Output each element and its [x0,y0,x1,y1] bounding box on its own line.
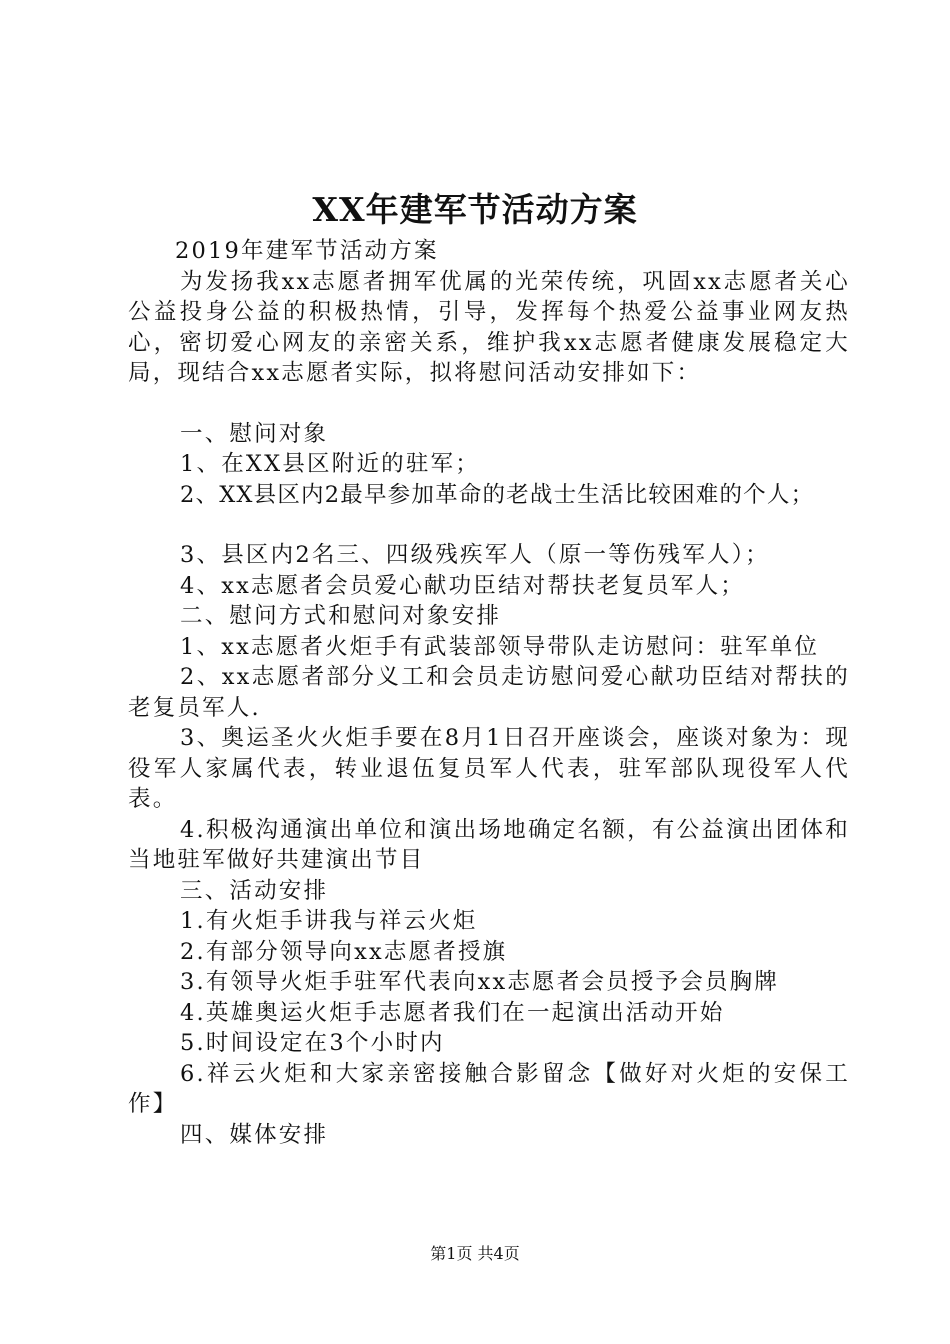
list-item: 2、xx志愿者部分义工和会员走访慰问爱心献功臣结对帮扶的老复员军人. [128,664,850,721]
list-item: 1、在XX县区附近的驻军； [180,451,480,477]
list-item: 3、奥运圣火火炬手要在8月1日召开座谈会，座谈对象为：现役军人家属代表，转业退伍复员军人代表，驻军部队现役军人代表。 [128,725,850,812]
list-item: 4、xx志愿者会员爱心献功臣结对帮扶老复员军人； [180,572,745,599]
list-item: 4.英雄奥运火炬手志愿者我们在一起演出活动开始 [180,999,725,1026]
list-item: 1、xx志愿者火炬手有武装部领导带队走访慰问：驻军单位 [180,633,820,660]
document-body [128,236,850,1150]
document-title: XX年建军节活动方案 [312,190,638,229]
page-number-footer: 第1页 共4页 [430,1244,520,1263]
list-item: 5.时间设定在3个小时内 [180,1030,445,1056]
list-item: 6.祥云火炬和大家亲密接触合影留念【做好对火炬的安保工作】 [128,1060,850,1117]
list-item: 1.有火炬手讲我与祥云火炬 [180,908,478,934]
section-heading: 四、媒体安排 [180,1121,329,1148]
list-item: 4.积极沟通演出单位和演出场地确定名额，有公益演出团体和当地驻军做好共建演出节目 [128,816,850,873]
list-item: 2、XX县区内2最早参加革命的老战士生活比较困难的个人； [180,481,815,508]
subtitle-paragraph: 2019年建军节活动方案 [175,238,439,264]
list-item: 2.有部分领导向xx志愿者授旗 [180,938,508,965]
section-heading: 一、慰问对象 [180,420,329,447]
paragraph-spacer [128,510,850,540]
list-item: 3.有领导火炬手驻军代表向xx志愿者会员授予会员胸牌 [180,969,780,995]
section-heading: 二、慰问方式和慰问对象安排 [180,603,502,629]
section-heading: 三、活动安排 [180,877,329,904]
intro-paragraph: 为发扬我xx志愿者拥军优属的光荣传统，巩固xx志愿者关心公益投身公益的积极热情，引导，发挥每个热爱公益事业网友热心，密切爱心网友的亲密关系，维护我xx志愿者健康发展稳定大局，现结合xx志愿者实际，拟将慰问活动安排如下： [128,268,850,386]
list-item: 3、县区内2名三、四级残疾军人（原一等伤残军人）； [180,542,770,568]
paragraph-spacer [128,389,850,419]
